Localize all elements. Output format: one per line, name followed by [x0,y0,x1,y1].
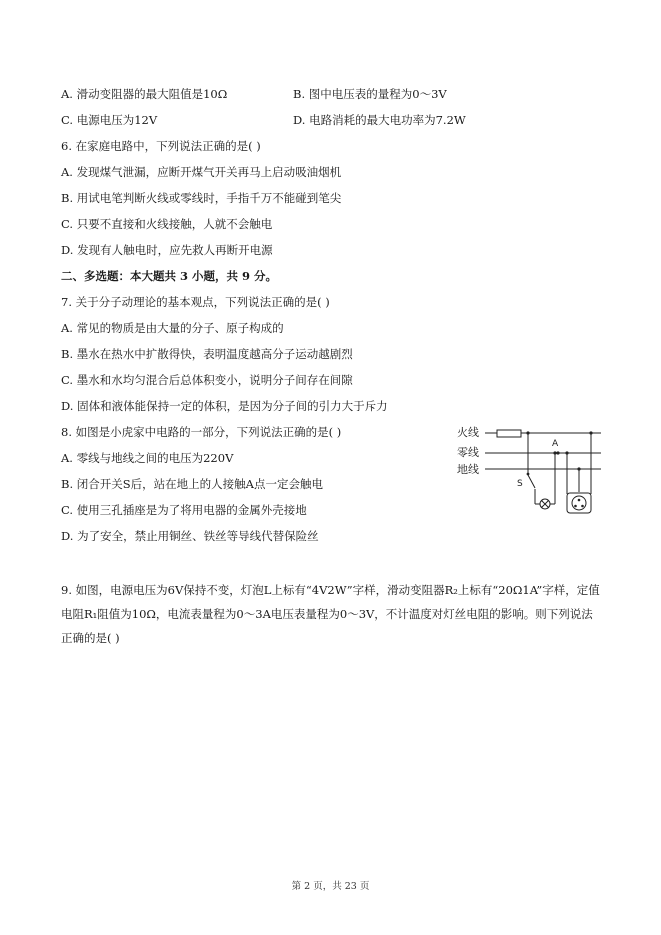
point-a-label: A [552,439,559,449]
q5-option-d: D. 电路消耗的最大电功率为7.2W [293,113,466,127]
q5-option-a: A. 滑动变阻器的最大阻值是10Ω [61,87,228,101]
q6-option-c: C. 只要不直接和火线接触，人就不会触电 [61,217,273,231]
q6-option-b: B. 用试电笔判断火线或零线时，手指千万不能碰到笔尖 [61,191,342,205]
section-heading: 二、多选题：本大题共 3 小题，共 9 分。 [61,269,278,283]
q6-option-a: A. 发现煤气泄漏，应断开煤气开关再马上启动吸油烟机 [61,165,342,179]
page-footer: 第 2 页，共 23 页 [291,881,370,892]
switch-label: S [517,479,523,489]
q7-option-a: A. 常见的物质是由大量的分子、原子构成的 [61,321,284,335]
earth-wire-label: 地线 [457,463,479,476]
q7-option-c: C. 墨水和水均匀混合后总体积变小，说明分子间存在间隙 [61,373,353,387]
q8-option-a: A. 零线与地线之间的电压为220V [61,451,234,465]
q7-option-b: B. 墨水在热水中扩散得快，表明温度越高分子运动越剧烈 [61,347,353,361]
q6-option-d: D. 发现有人触电时，应先救人再断开电源 [61,243,273,257]
live-wire-label: 火线 [457,426,479,439]
point-a [556,451,559,454]
fuse [497,430,521,437]
q5-option-b: B. 图中电压表的量程为0～3V [293,87,447,101]
household-circuit-diagram [455,422,605,514]
neutral-wire-label: 零线 [457,446,479,459]
q5-option-c: C. 电源电压为12V [61,113,158,127]
q8-option-d: D. 为了安全，禁止用铜丝、铁丝等导线代替保险丝 [61,529,319,543]
switch-s [528,475,535,488]
q8-stem: 8. 如图是小虎家中电路的一部分，下列说法正确的是( ) [61,425,342,439]
q8-option-c: C. 使用三孔插座是为了将用电器的金属外壳接地 [61,503,307,517]
q8-option-b: B. 闭合开关S后，站在地上的人接触A点一定会触电 [61,477,323,491]
q7-stem: 7. 关于分子动理论的基本观点，下列说法正确的是( ) [61,295,330,309]
q9-stem: 9. 如图，电源电压为6V保持不变，灯泡L上标有“4V2W”字样，滑动变阻器R₂上标有“20Ω1A”字样，定值电阻R₁阻值为10Ω，电流表量程为0～3A电压表量程为0～3V，不计温度对灯丝电阻的影响。则下列说法正确的是( ) [61,583,600,645]
q7-option-d: D. 固体和液体能保持一定的体积，是因为分子间的引力大于斥力 [61,399,388,413]
q6-stem: 6. 在家庭电路中，下列说法正确的是( ) [61,139,261,153]
